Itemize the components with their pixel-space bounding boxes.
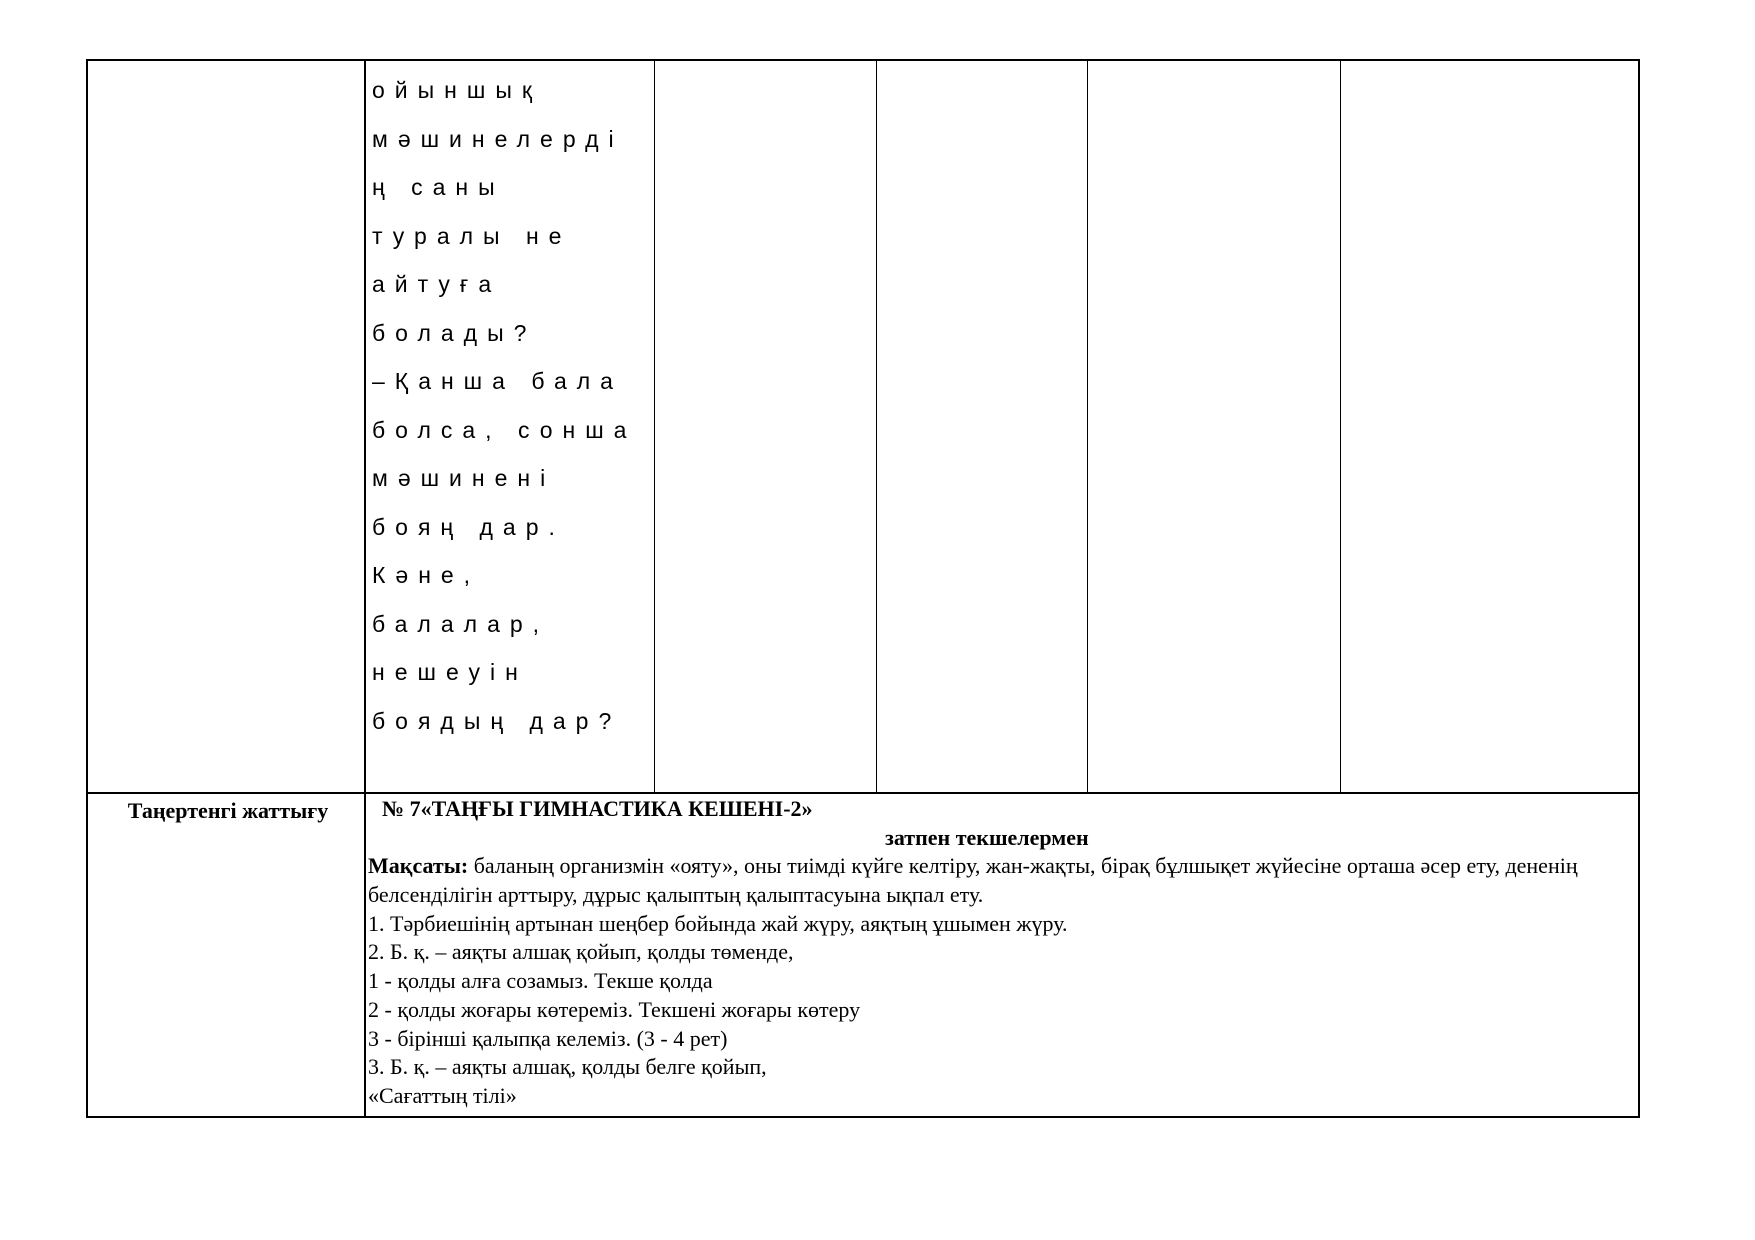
column-divider-2 (654, 59, 655, 792)
column-divider-5 (1340, 59, 1341, 792)
goal-label: Мақсаты: (368, 853, 469, 879)
spaced-line: мәшинені (372, 465, 556, 491)
spaced-line: мәшинелерді (372, 125, 624, 152)
column-divider-1 (364, 59, 366, 1118)
spaced-line: –Қанша бала (372, 368, 623, 394)
column-divider-3 (876, 59, 877, 792)
spaced-line: ң саны (372, 174, 505, 200)
exercise-line: 3. Б. қ. – аяқты алшақ, қолды белге қойып, (368, 1054, 767, 1080)
exercise-line: 3 - бірінші қалыпқа келеміз. (3 - 4 рет) (368, 1025, 728, 1051)
spaced-line: балалар, (372, 610, 550, 637)
exercise-content (368, 795, 1638, 1111)
exercise-line: 2. Б. қ. – аяқты алшақ қойып, қолды төменде, (368, 939, 794, 965)
exercise-line: 2 - қолды жоғары көтереміз. Текшені жоғары көтеру (368, 996, 861, 1022)
exercise-line: «Сағаттың тілі» (368, 1082, 517, 1108)
goal-paragraph (368, 852, 1638, 909)
spaced-line: Кәне, (372, 562, 481, 588)
row-label: Таңертенгі жаттығу (127, 798, 329, 823)
spaced-line: туралы не (372, 222, 572, 249)
exercise-line: 1. Тәрбиешінің артынан шеңбер бойында жай жүру, аяқтың ұшымен жүру. (368, 910, 1068, 936)
spaced-line: нешеуін (372, 659, 528, 685)
spaced-text-cell (372, 66, 652, 745)
exercise-subtitle: затпен текшелермен (885, 824, 1089, 850)
spaced-line: болады? (372, 319, 537, 346)
goal-text: баланың организмін «ояту», оны тиімді күйге келтіру, жан-жақты, бірақ бұлшықет жүйесіне орташа әсер ету, дененің белсенділігін арттыру, дұрыс қалыптың қалыптасуына ықпал ету. (368, 853, 1578, 908)
spaced-line: ойыншық (372, 77, 542, 103)
row-divider (86, 792, 1638, 794)
column-divider-4 (1087, 59, 1088, 792)
spaced-line: бояң дар. (372, 513, 565, 540)
spaced-line: айтуға (372, 271, 502, 297)
spaced-line: болса, сонша (372, 416, 637, 443)
exercise-line: 1 - қолды алға созамыз. Текше қолда (368, 968, 713, 994)
spaced-line: боядың дар? (372, 707, 622, 734)
exercise-title: № 7«ТАҢҒЫ ГИМНАСТИКА КЕШЕНІ-2» (382, 796, 813, 821)
